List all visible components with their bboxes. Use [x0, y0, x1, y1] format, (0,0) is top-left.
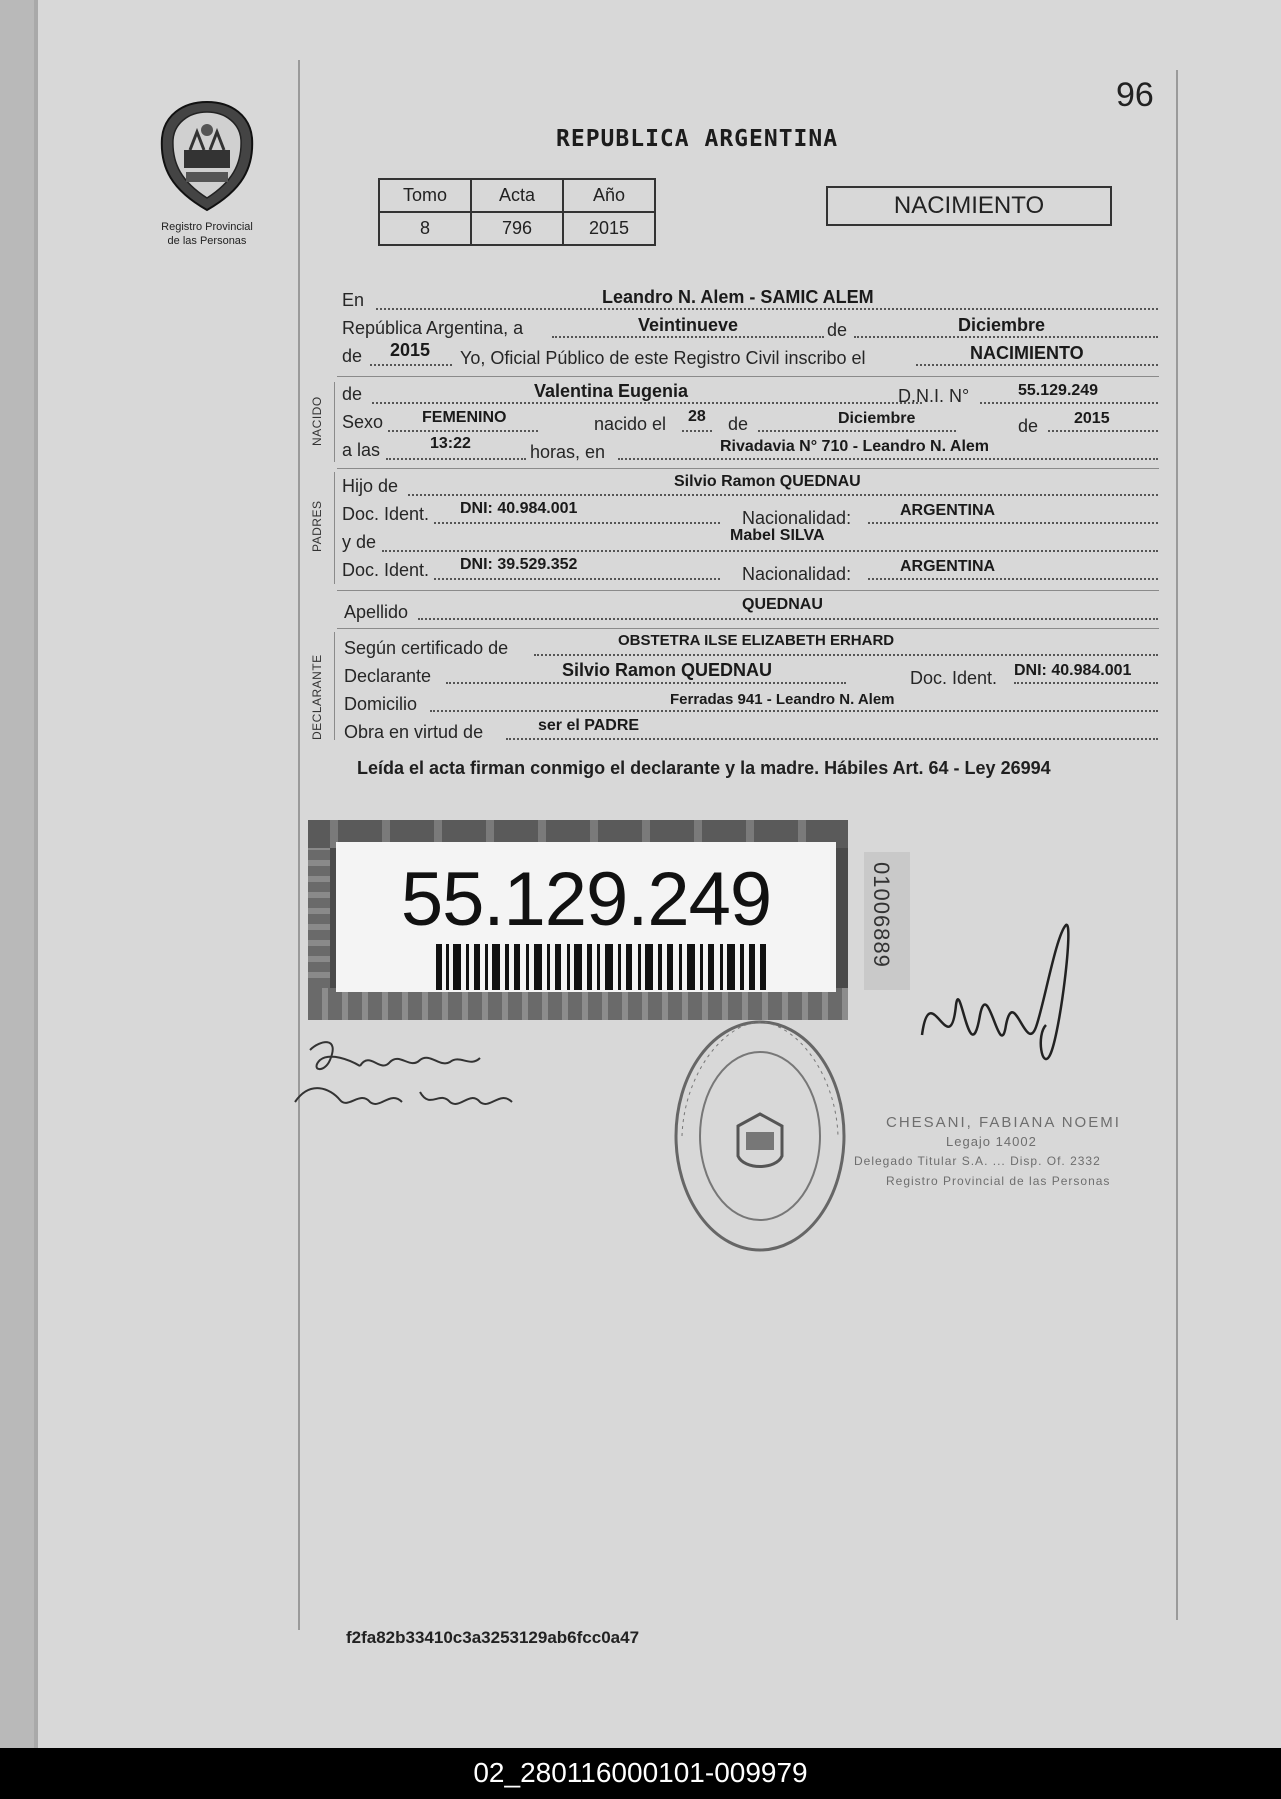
- row-hora: [342, 435, 1158, 468]
- dotted-line: [682, 430, 712, 432]
- dotted-line: [552, 336, 824, 338]
- dotted-line: [386, 458, 526, 460]
- nacido-bracket: [334, 382, 335, 462]
- sticker-dni-number: 55.129.249: [400, 857, 772, 942]
- page-edge-shadow: [0, 0, 34, 1748]
- dotted-line: [376, 308, 1158, 310]
- side-label-padres: PADRES: [310, 500, 324, 552]
- label-de-anio-nac: de: [1018, 416, 1039, 436]
- value-mes: Diciembre: [958, 315, 1046, 335]
- official-registry: Registro Provincial de las Personas: [886, 1174, 1111, 1188]
- value-anio: 2015: [563, 212, 655, 245]
- label-hijo-de: Hijo de: [342, 476, 399, 496]
- official-name: CHESANI, FABIANA NOEMI: [886, 1114, 1121, 1131]
- label-apellido: Apellido: [344, 602, 409, 622]
- dotted-line: [370, 364, 452, 366]
- sticker-label: [336, 842, 836, 992]
- dotted-line: [506, 738, 1158, 740]
- dotted-line: [434, 522, 720, 524]
- left-margin-line: [298, 60, 300, 1630]
- value-anio-nac: 2015: [1074, 410, 1110, 427]
- province-seal-icon: [152, 98, 262, 213]
- label-de: de: [827, 320, 848, 340]
- seal-caption-1: Registro Provincial: [161, 221, 253, 233]
- page-number: 96: [1116, 76, 1154, 114]
- record-table: [378, 178, 656, 246]
- official-title: Delegado Titular S.A. ... Disp. Of. 2332: [854, 1154, 1101, 1168]
- label-obra: Obra en virtud de: [344, 722, 484, 742]
- dotted-line: [446, 682, 846, 684]
- value-dni-padre: DNI: 40.984.001: [460, 500, 578, 517]
- label-de-anio: de: [342, 346, 363, 366]
- value-dni-nacido: 55.129.249: [1018, 382, 1099, 399]
- dotted-line: [618, 458, 1158, 460]
- official-legajo: Legajo 14002: [946, 1134, 1037, 1149]
- dotted-line: [382, 550, 1158, 552]
- dotted-line: [868, 578, 1158, 580]
- value-nac-padre: ARGENTINA: [900, 502, 996, 519]
- dotted-line: [388, 430, 538, 432]
- value-domicilio: Ferradas 941 - Leandro N. Alem: [670, 691, 895, 708]
- value-inscribo: NACIMIENTO: [970, 343, 1084, 363]
- label-nacionalidad-madre: Nacionalidad:: [742, 564, 852, 584]
- section-separator: [337, 468, 1159, 469]
- side-label-nacido: NACIDO: [310, 396, 324, 446]
- dotted-line: [418, 618, 1158, 620]
- value-acta: 796: [471, 212, 563, 245]
- row-doc-madre: [342, 556, 1158, 588]
- value-sexo: FEMENINO: [422, 409, 507, 426]
- row-obra: [342, 717, 1158, 748]
- dotted-line: [534, 654, 1158, 656]
- label-oficial: Yo, Oficial Público de este Registro Civil inscribo el: [460, 348, 866, 368]
- parents-signature-icon: [290, 1030, 530, 1140]
- header-tomo: Tomo: [379, 179, 471, 212]
- row-republica: [342, 315, 1158, 346]
- declarante-bracket: [334, 632, 335, 740]
- label-doc-madre: Doc. Ident.: [342, 560, 430, 580]
- label-domicilio: Domicilio: [344, 694, 418, 714]
- section-separator: [337, 590, 1159, 591]
- label-doc-declarante: Doc. Ident.: [910, 668, 998, 688]
- serial-tag: [864, 852, 910, 990]
- dotted-line: [1014, 682, 1158, 684]
- right-margin-line: [1176, 70, 1178, 1620]
- value-dia: Veintinueve: [638, 315, 739, 335]
- document-title: REPUBLICA ARGENTINA: [556, 126, 839, 152]
- barcode-icon: [436, 944, 766, 990]
- value-tomo: 8: [379, 212, 471, 245]
- label-dni: D.N.I. N°: [898, 386, 970, 406]
- label-y-de: y de: [342, 532, 377, 552]
- value-nac-madre: ARGENTINA: [900, 558, 996, 575]
- value-dia-nac: 28: [688, 408, 706, 425]
- label-declarante: Declarante: [344, 666, 432, 686]
- image-id-footer: 02_280116000101-009979: [0, 1748, 1281, 1799]
- dotted-line: [916, 364, 1158, 366]
- value-dni-madre: DNI: 39.529.352: [460, 556, 578, 573]
- label-horas-en: horas, en: [530, 442, 606, 462]
- value-anio-inscripcion: 2015: [390, 340, 431, 360]
- label-doc-padre: Doc. Ident.: [342, 504, 430, 524]
- label-de-nombre: de: [342, 384, 363, 404]
- label-de-mes: de: [728, 414, 749, 434]
- side-label-declarante: DECLARANTE: [310, 654, 324, 740]
- dotted-line: [1048, 430, 1158, 432]
- dotted-line: [980, 402, 1158, 404]
- registry-stamp-icon: [672, 1016, 848, 1256]
- label-republica: República Argentina, a: [342, 318, 524, 338]
- label-sexo: Sexo: [342, 412, 384, 432]
- dotted-line: [854, 336, 1158, 338]
- dotted-line: [434, 578, 720, 580]
- section-separator: [337, 376, 1159, 377]
- dni-sticker: [308, 820, 848, 1020]
- value-lugar: Leandro N. Alem - SAMIC ALEM: [602, 287, 874, 307]
- page-edge-line: [34, 0, 38, 1748]
- row-apellido: [342, 598, 1158, 626]
- value-mes-nac: Diciembre: [838, 410, 916, 427]
- dotted-line: [372, 402, 922, 404]
- value-obra: ser el PADRE: [538, 717, 640, 734]
- row-anio: [342, 340, 1158, 374]
- label-en: En: [342, 290, 365, 310]
- header-acta: Acta: [471, 179, 563, 212]
- dotted-line: [408, 494, 1158, 496]
- label-a-las: a las: [342, 440, 381, 460]
- label-nacido-el: nacido el: [594, 414, 667, 434]
- row-domicilio: [342, 692, 1158, 720]
- seal-caption-2: de las Personas: [167, 235, 247, 247]
- value-padre: Silvio Ramon QUEDNAU: [674, 473, 861, 490]
- padres-bracket: [334, 472, 335, 584]
- header-anio: Año: [563, 179, 655, 212]
- value-nombre: Valentina Eugenia: [534, 381, 689, 401]
- document-hash: f2fa82b33410c3a3253129ab6fcc0a47: [346, 1628, 640, 1647]
- value-hora: 13:22: [430, 435, 471, 452]
- sticker-pattern-left: [308, 848, 330, 988]
- record-type-box: NACIMIENTO: [826, 186, 1112, 226]
- label-certificado: Según certificado de: [344, 638, 509, 658]
- value-dni-declarante: DNI: 40.984.001: [1014, 662, 1132, 679]
- value-certificado: OBSTETRA ILSE ELIZABETH ERHARD: [618, 632, 895, 649]
- serial-number: 01006889: [869, 862, 894, 968]
- value-apellido: QUEDNAU: [742, 596, 823, 613]
- row-en: [342, 287, 1158, 318]
- official-signature-icon: [910, 915, 1110, 1105]
- value-lugar-nac: Rivadavia N° 710 - Leandro N. Alem: [720, 438, 990, 455]
- dotted-line: [430, 710, 1158, 712]
- label-nacionalidad-padre: Nacionalidad:: [742, 508, 852, 528]
- closing-statement: Leída el acta firman conmigo el declarante y la madre. Hábiles Art. 64 - Ley 26994: [357, 758, 1051, 778]
- value-madre: Mabel SILVA: [730, 527, 825, 544]
- dotted-line: [758, 430, 956, 432]
- dotted-line: [868, 522, 1158, 524]
- row-declarante: [342, 660, 1158, 692]
- section-separator: [337, 628, 1159, 629]
- row-nombre: [342, 381, 1158, 412]
- value-declarante: Silvio Ramon QUEDNAU: [562, 660, 773, 680]
